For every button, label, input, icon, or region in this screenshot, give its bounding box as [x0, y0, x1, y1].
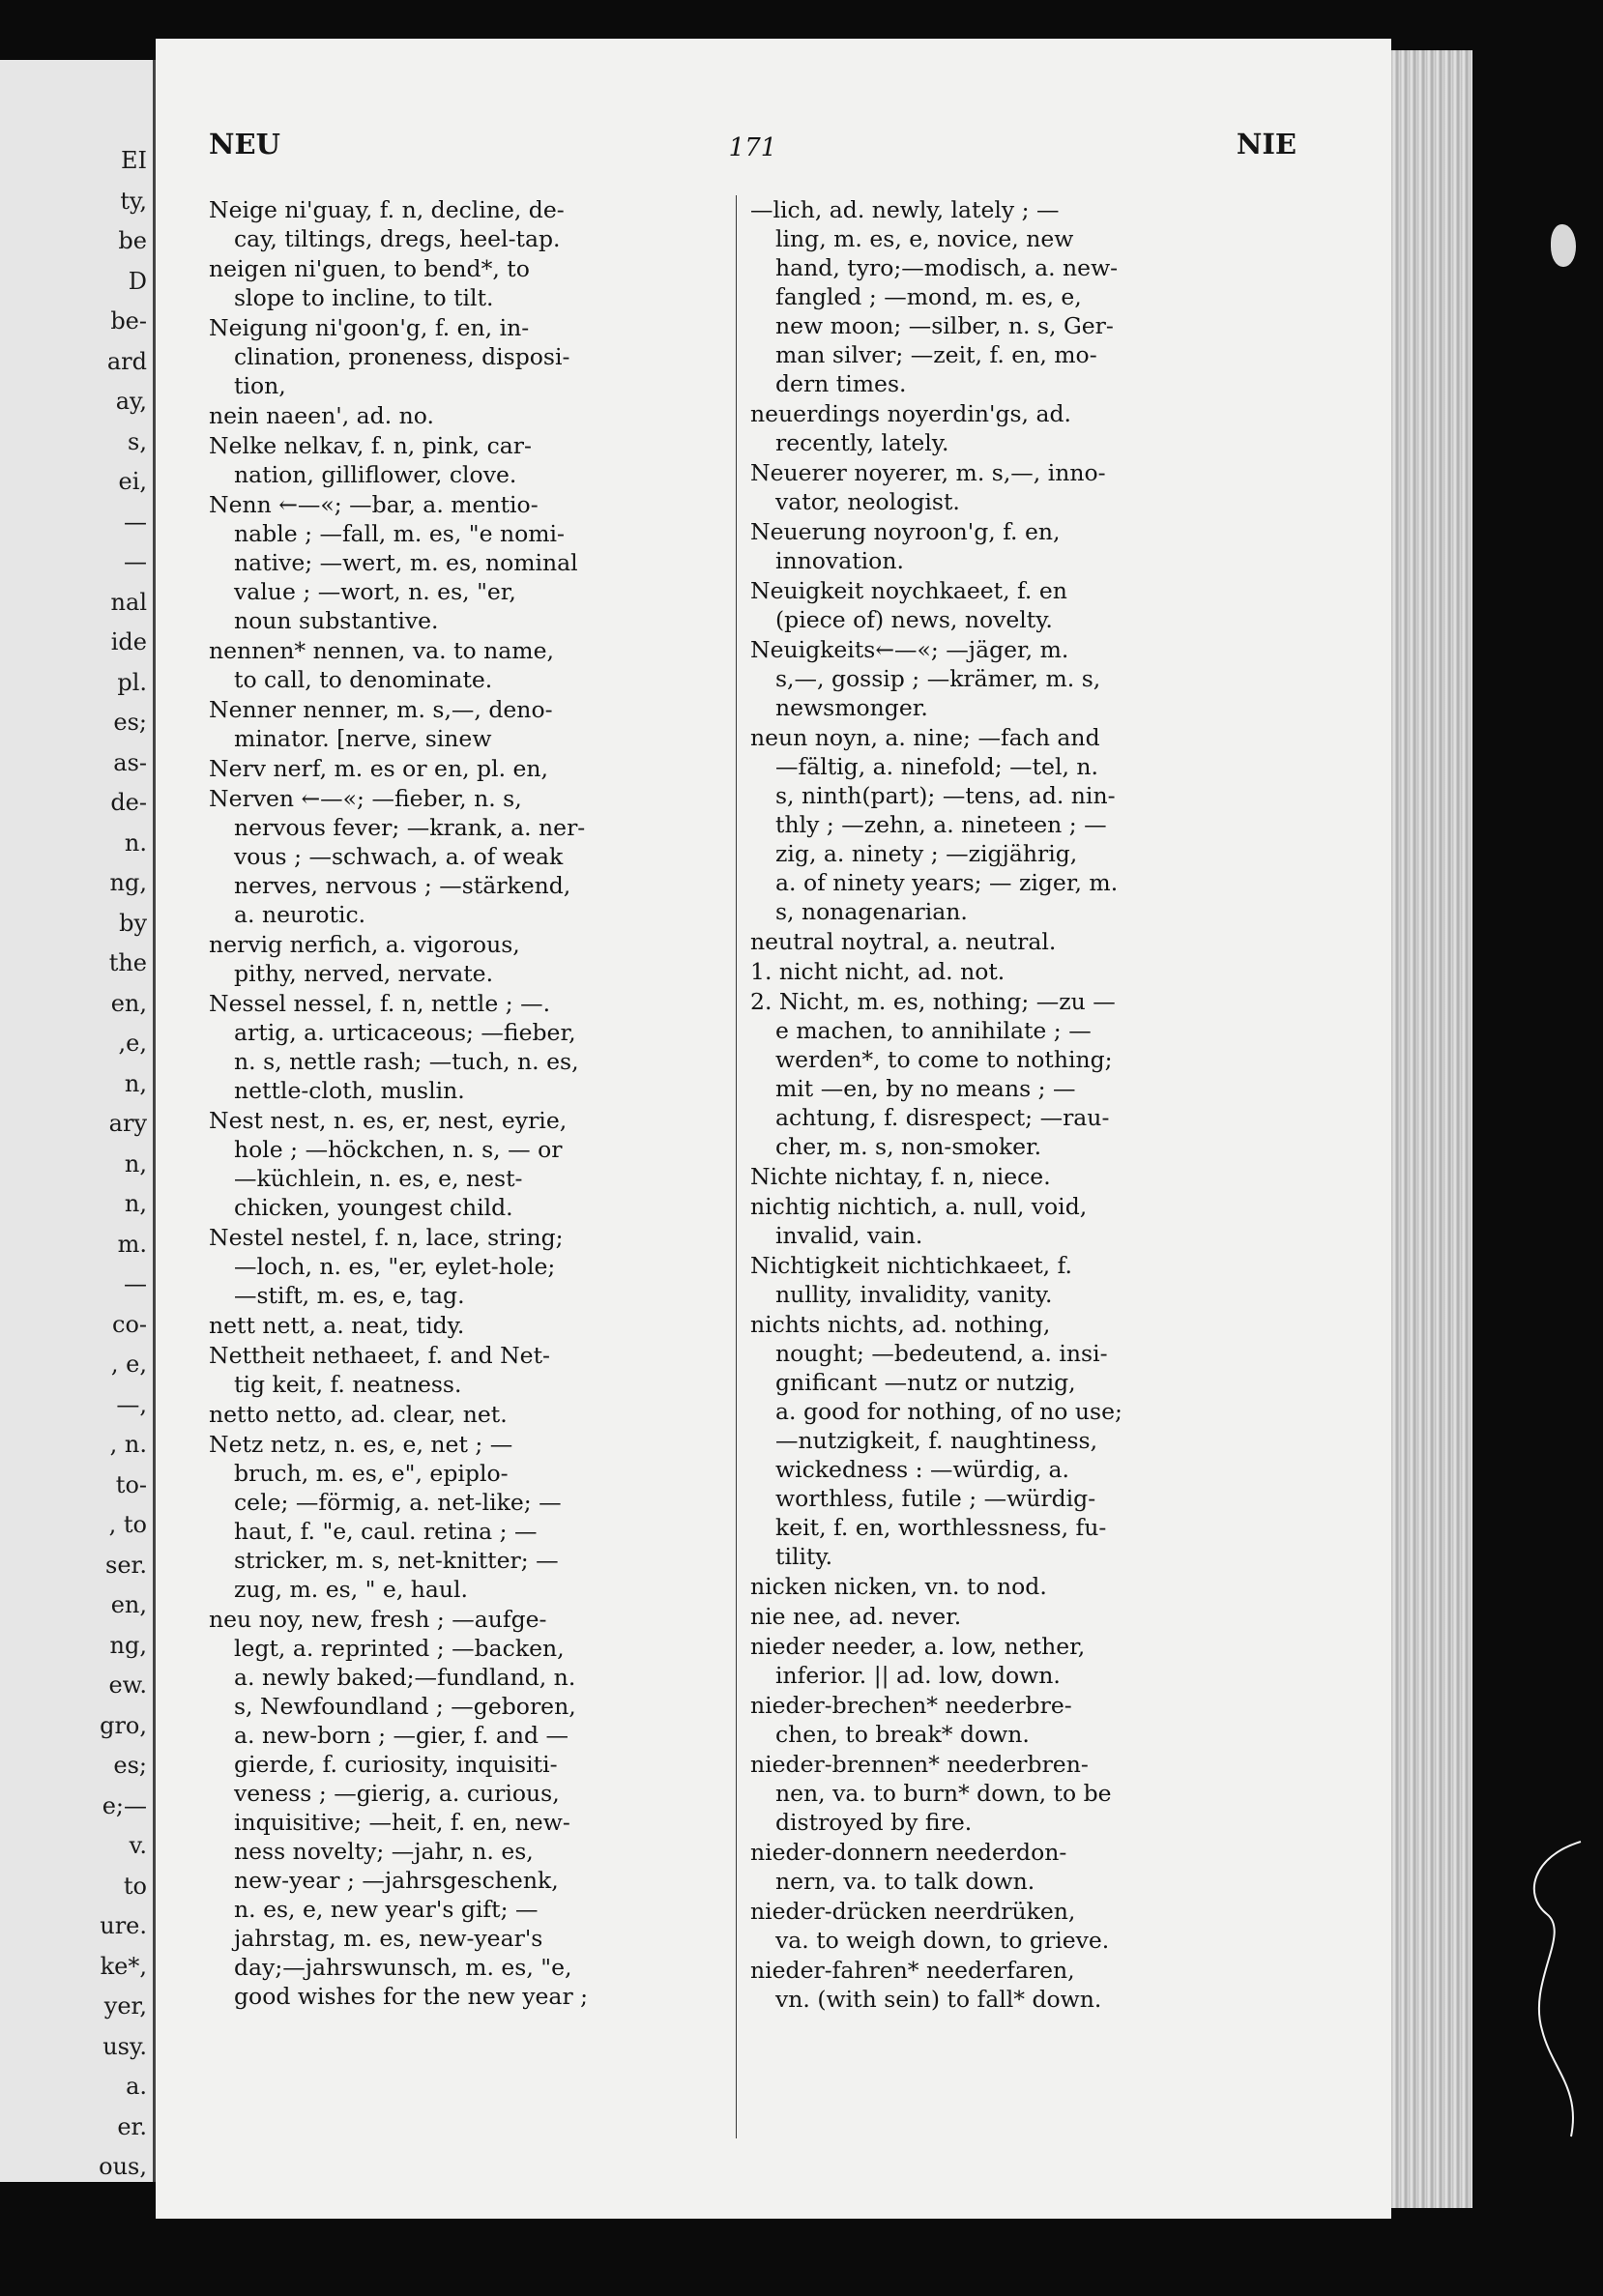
left-column: [209, 195, 731, 2012]
entry-continuation-line: native; —wert, m. es, nominal: [234, 549, 578, 576]
entry-continuation-line: nought; —bedeutend, a. insi-: [775, 1340, 1108, 1367]
entry-continuation-line: artig, a. urticaceous; —fieber,: [234, 1019, 576, 1046]
entry-continuation-line: invalid, vain.: [775, 1222, 923, 1249]
entry-continuation-line: tig keit, f. neatness.: [234, 1371, 462, 1398]
entry-first-line: Neuerung noyroon'g, f. en,: [750, 518, 1061, 545]
facing-page-fragment: —: [124, 1270, 147, 1297]
facing-page-fragment: a.: [126, 2073, 147, 2100]
entry-first-line: nieder-fahren* neederfaren,: [750, 1957, 1075, 1984]
entry-continuation-line: haut, f. "e, caul. retina ; —: [234, 1518, 538, 1545]
facing-page-fragment: n,: [124, 1149, 147, 1177]
dictionary-entry: [750, 195, 1272, 398]
entry-first-line: nieder-drücken neerdrüken,: [750, 1898, 1076, 1925]
entry-continuation-line: a. newly baked;—fundland, n.: [234, 1664, 576, 1691]
dictionary-entry: [750, 458, 1272, 516]
entry-first-line: Neige ni'guay, f. n, decline, de-: [209, 196, 565, 223]
entry-first-line: Neuigkeit noychkaeet, f. en: [750, 577, 1067, 604]
entry-first-line: Nerv nerf, m. es or en, pl. en,: [209, 755, 549, 782]
dictionary-entry: [209, 1605, 731, 2011]
entry-first-line: Nenner nenner, m. s,—, deno-: [209, 696, 553, 723]
dictionary-entry: [750, 1192, 1272, 1250]
entry-first-line: neuerdings noyerdin'gs, ad.: [750, 400, 1072, 427]
facing-page-fragment: ous,: [99, 2153, 147, 2180]
entry-continuation-line: tion,: [234, 372, 286, 399]
entry-continuation-line: hole ; —höckchen, n. s, — or: [234, 1136, 563, 1163]
entry-first-line: nieder needer, a. low, nether,: [750, 1633, 1086, 1660]
entry-continuation-line: distroyed by fire.: [775, 1809, 973, 1836]
entry-continuation-line: newsmonger.: [775, 694, 928, 721]
entry-continuation-line: s, nonagenarian.: [775, 898, 968, 925]
dictionary-entry: [209, 1400, 731, 1429]
entry-first-line: nett nett, a. neat, tidy.: [209, 1312, 465, 1339]
entry-first-line: Neigung ni'goon'g, f. en, in-: [209, 314, 530, 341]
dictionary-entry: [750, 399, 1272, 457]
entry-continuation-line: gierde, f. curiosity, inquisiti-: [234, 1751, 558, 1778]
stray-hair: [1513, 1837, 1600, 2146]
facing-page-fragment: usy.: [102, 2032, 147, 2060]
entry-continuation-line: cher, m. s, non-smoker.: [775, 1133, 1042, 1160]
entry-continuation-line: dern times.: [775, 370, 907, 397]
guide-word-right: NIE: [1236, 128, 1297, 160]
facing-page-edge: [0, 60, 156, 2182]
facing-page-fragment: es;: [113, 709, 147, 736]
right-column: [750, 195, 1272, 2015]
facing-page-fragment: e;—: [102, 1791, 147, 1819]
facing-page-fragment: de-: [110, 789, 147, 816]
dictionary-entry: [209, 695, 731, 753]
entry-first-line: 1. nicht nicht, ad. not.: [750, 958, 1006, 985]
dictionary-entry: [209, 636, 731, 694]
facing-page-fragment: en,: [110, 1591, 147, 1618]
facing-page-fragment: —,: [116, 1390, 147, 1418]
facing-page-fragment: s,: [128, 427, 147, 455]
entry-first-line: nennen* nennen, va. to name,: [209, 637, 554, 664]
dictionary-entry: [750, 1572, 1272, 1601]
entry-continuation-line: chicken, youngest child.: [234, 1194, 513, 1221]
facing-page-fragment: EI: [121, 147, 147, 174]
entry-continuation-line: clination, proneness, disposi-: [234, 343, 570, 370]
entry-continuation-line: pithy, nerved, nervate.: [234, 960, 494, 987]
facing-page-fragment: , n.: [109, 1431, 147, 1458]
page-number: 171: [728, 133, 777, 162]
dictionary-entry: [209, 1430, 731, 1604]
entry-continuation-line: tility.: [775, 1543, 833, 1570]
entry-continuation-line: noun substantive.: [234, 607, 439, 634]
facing-page-fragment: ay,: [115, 388, 147, 415]
entry-continuation-line: nettle-cloth, muslin.: [234, 1077, 465, 1104]
dictionary-entry: [750, 576, 1272, 634]
dictionary-entry: [750, 1251, 1272, 1309]
entry-continuation-line: ling, m. es, e, novice, new: [775, 225, 1074, 252]
entry-first-line: Neuigkeits←—«; —jäger, m.: [750, 636, 1069, 663]
entry-continuation-line: nerves, nervous ; —stärkend,: [234, 872, 571, 899]
dictionary-entry: [209, 490, 731, 635]
dictionary-entry: [209, 1223, 731, 1310]
facing-page-fragment: ,e,: [118, 1030, 147, 1057]
entry-continuation-line: achtung, f. disrespect; —rau-: [775, 1104, 1110, 1131]
entry-continuation-line: vator, neologist.: [775, 488, 960, 515]
entry-continuation-line: gnificant —nutz or nutzig,: [775, 1369, 1076, 1396]
guide-word-left: NEU: [209, 128, 280, 160]
entry-first-line: 2. Nicht, m. es, nothing; —zu —: [750, 988, 1116, 1015]
dictionary-entry: [209, 1106, 731, 1222]
dictionary-entry: [750, 723, 1272, 926]
entry-continuation-line: nervous fever; —krank, a. ner-: [234, 814, 586, 841]
entry-continuation-line: zug, m. es, " e, haul.: [234, 1576, 469, 1603]
facing-page-fragment: pl.: [117, 668, 147, 696]
dictionary-page: [156, 39, 1391, 2219]
entry-first-line: Netz netz, n. es, e, net ; —: [209, 1431, 513, 1458]
facing-page-fragment: be: [118, 227, 147, 254]
entry-first-line: Nichtigkeit nichtichkaeet, f.: [750, 1252, 1072, 1279]
entry-continuation-line: new-year ; —jahrsgeschenk,: [234, 1867, 559, 1894]
entry-continuation-line: —stift, m. es, e, tag.: [234, 1282, 465, 1309]
dictionary-entry: [209, 401, 731, 430]
facing-page-fragment: , to: [108, 1511, 147, 1538]
entry-continuation-line: s, Newfoundland ; —geboren,: [234, 1693, 576, 1720]
entry-continuation-line: n. s, nettle rash; —tuch, n. es,: [234, 1048, 579, 1075]
entry-continuation-line: minator. [nerve, sinew: [234, 725, 492, 752]
facing-page-fragment: —: [124, 508, 147, 536]
dictionary-entry: [750, 1310, 1272, 1571]
entry-continuation-line: —küchlein, n. es, e, nest-: [234, 1165, 523, 1192]
entry-first-line: neun noyn, a. nine; —fach and: [750, 724, 1100, 751]
dictionary-entry: [750, 1750, 1272, 1837]
entry-first-line: Nest nest, n. es, er, nest, eyrie,: [209, 1107, 568, 1134]
entry-continuation-line: chen, to break* down.: [775, 1721, 1030, 1748]
dictionary-entry: [209, 1311, 731, 1340]
dictionary-entry: [750, 1838, 1272, 1896]
entry-continuation-line: jahrstag, m. es, new-year's: [234, 1925, 543, 1952]
facing-page-fragment: D: [128, 267, 147, 295]
entry-first-line: neutral noytral, a. neutral.: [750, 928, 1057, 955]
facing-page-fragment: , e,: [110, 1351, 147, 1378]
entry-continuation-line: hand, tyro;—modisch, a. new-: [775, 254, 1119, 281]
facing-page-fragment: ty,: [120, 187, 147, 215]
entry-continuation-line: inquisitive; —heit, f. en, new-: [234, 1809, 570, 1836]
facing-page-fragment: be-: [110, 307, 147, 334]
facing-page-fragment: nal: [110, 588, 147, 616]
entry-first-line: nein naeen', ad. no.: [209, 402, 434, 429]
entry-continuation-line: —fältig, a. ninefold; —tel, n.: [775, 753, 1099, 780]
entry-continuation-line: —loch, n. es, "er, eylet-hole;: [234, 1253, 556, 1280]
entry-continuation-line: n. es, e, new year's gift; —: [234, 1896, 539, 1923]
entry-first-line: —lich, ad. newly, lately ; —: [750, 196, 1060, 223]
dictionary-entry: [750, 1691, 1272, 1749]
entry-continuation-line: a. of ninety years; — ziger, m.: [775, 869, 1119, 896]
entry-first-line: Nettheit nethaeet, f. and Net-: [209, 1342, 550, 1369]
facing-page-fragment: en,: [110, 989, 147, 1017]
entry-continuation-line: inferior. || ad. low, down.: [775, 1662, 1061, 1689]
dictionary-entry: [209, 313, 731, 400]
facing-page-fragment: by: [119, 909, 147, 937]
entry-first-line: Nenn ←—«; —bar, a. mentio-: [209, 491, 539, 518]
facing-page-fragment: ng,: [109, 869, 147, 896]
entry-continuation-line: a. neurotic.: [234, 901, 366, 928]
entry-continuation-line: innovation.: [775, 547, 904, 574]
entry-continuation-line: veness ; —gierig, a. curious,: [234, 1780, 560, 1807]
entry-continuation-line: nation, gilliflower, clove.: [234, 461, 517, 488]
entry-continuation-line: zig, a. ninety ; —zigjährig,: [775, 840, 1078, 867]
entry-continuation-line: a. new-born ; —gier, f. and —: [234, 1722, 568, 1749]
entry-first-line: nieder-brennen* neederbren-: [750, 1751, 1089, 1778]
entry-continuation-line: new moon; —silber, n. s, Ger-: [775, 312, 1114, 339]
dictionary-entry: [750, 1162, 1272, 1191]
facing-page-fragment: ide: [110, 628, 147, 655]
entry-continuation-line: s,—, gossip ; —krämer, m. s,: [775, 665, 1101, 692]
entry-first-line: Nichte nichtay, f. n, niece.: [750, 1163, 1051, 1190]
dictionary-entry: [750, 517, 1272, 575]
entry-first-line: netto netto, ad. clear, net.: [209, 1401, 508, 1428]
entry-first-line: neu noy, new, fresh ; —aufge-: [209, 1606, 547, 1633]
page-edges-stack: [1391, 50, 1472, 2208]
facing-page-fragment: ke*,: [100, 1952, 147, 1980]
entry-continuation-line: legt, a. reprinted ; —backen,: [234, 1635, 565, 1662]
paper-stain: [1551, 224, 1576, 267]
entry-continuation-line: day;—jahrswunsch, m. es, "e,: [234, 1954, 572, 1981]
entry-continuation-line: nable ; —fall, m. es, "e nomi-: [234, 520, 565, 547]
entry-continuation-line: (piece of) news, novelty.: [775, 606, 1053, 633]
entry-first-line: nie nee, ad. never.: [750, 1603, 962, 1630]
facing-page-fragment: —: [124, 548, 147, 575]
facing-page-fragment: the: [108, 949, 147, 976]
entry-first-line: Nestel nestel, f. n, lace, string;: [209, 1224, 564, 1251]
facing-page-fragment: ure.: [100, 1912, 147, 1939]
entry-continuation-line: s, ninth(part); —tens, ad. nin-: [775, 782, 1116, 809]
entry-continuation-line: cele; —förmig, a. net-like; —: [234, 1489, 562, 1516]
entry-first-line: Nessel nessel, f. n, nettle ; —.: [209, 990, 551, 1017]
entry-first-line: nieder-brechen* neederbre-: [750, 1692, 1072, 1719]
facing-page-fragment: m.: [117, 1230, 147, 1258]
facing-page-fragment: ser.: [105, 1551, 147, 1579]
dictionary-entry: [209, 195, 731, 253]
entry-continuation-line: worthless, futile ; —würdig-: [775, 1485, 1096, 1512]
entry-continuation-line: thly ; —zehn, a. nineteen ; —: [775, 811, 1107, 838]
facing-page-fragment: es;: [113, 1752, 147, 1779]
entry-continuation-line: good wishes for the new year ;: [234, 1983, 589, 2010]
entry-continuation-line: to call, to denominate.: [234, 666, 493, 693]
entry-continuation-line: ness novelty; —jahr, n. es,: [234, 1838, 534, 1865]
entry-first-line: nieder-donnern neederdon-: [750, 1839, 1067, 1866]
facing-page-fragment: yer,: [103, 1992, 147, 2020]
dictionary-entry: [750, 1956, 1272, 2014]
facing-page-fragment: to-: [115, 1470, 147, 1498]
entry-continuation-line: va. to weigh down, to grieve.: [775, 1927, 1110, 1954]
entry-first-line: nichtig nichtich, a. null, void,: [750, 1193, 1088, 1220]
entry-continuation-line: slope to incline, to tilt.: [234, 284, 494, 311]
dictionary-entry: [209, 754, 731, 783]
dictionary-entry: [750, 1602, 1272, 1631]
entry-first-line: nicken nicken, vn. to nod.: [750, 1573, 1047, 1600]
entry-continuation-line: vn. (with sein) to fall* down.: [775, 1986, 1102, 2013]
dictionary-entry: [750, 635, 1272, 722]
entry-continuation-line: mit —en, by no means ; —: [775, 1075, 1076, 1102]
entry-continuation-line: e machen, to annihilate ; —: [775, 1017, 1092, 1044]
entry-continuation-line: cay, tiltings, dregs, heel-tap.: [234, 225, 561, 252]
entry-first-line: Nerven ←—«; —fieber, n. s,: [209, 785, 522, 812]
facing-page-fragment: ng,: [109, 1631, 147, 1659]
dictionary-entry: [209, 254, 731, 312]
entry-continuation-line: a. good for nothing, of no use;: [775, 1398, 1122, 1425]
entry-first-line: nervig nerfich, a. vigorous,: [209, 931, 520, 958]
entry-continuation-line: stricker, m. s, net-knitter; —: [234, 1547, 559, 1574]
facing-page-fragment: er.: [117, 2112, 147, 2140]
facing-page-fragment: n,: [124, 1190, 147, 1217]
entry-continuation-line: recently, lately.: [775, 429, 949, 456]
dictionary-entry: [209, 930, 731, 988]
entry-continuation-line: werden*, to come to nothing;: [775, 1046, 1113, 1073]
facing-page-fragment: ary: [108, 1110, 147, 1137]
entry-first-line: neigen ni'guen, to bend*, to: [209, 255, 530, 282]
entry-continuation-line: keit, f. en, worthlessness, fu-: [775, 1514, 1107, 1541]
entry-continuation-line: fangled ; —mond, m. es, e,: [775, 283, 1082, 310]
running-head: [209, 128, 1297, 186]
entry-continuation-line: bruch, m. es, e", epiplo-: [234, 1460, 509, 1487]
entry-continuation-line: man silver; —zeit, f. en, mo-: [775, 341, 1097, 368]
entry-first-line: Nelke nelkav, f. n, pink, car-: [209, 432, 532, 459]
entry-continuation-line: nen, va. to burn* down, to be: [775, 1780, 1112, 1807]
dictionary-entry: [750, 1632, 1272, 1690]
column-divider: [736, 195, 737, 2138]
facing-page-fragment: co-: [112, 1310, 147, 1338]
dictionary-entry: [750, 1897, 1272, 1955]
facing-page-fragment: n,: [124, 1069, 147, 1097]
facing-page-fragment: ei,: [118, 468, 147, 495]
facing-page-fragment: ard: [106, 347, 147, 375]
facing-page-fragment: ew.: [108, 1671, 147, 1699]
facing-page-fragment: v.: [129, 1832, 147, 1859]
dictionary-entry: [750, 987, 1272, 1161]
facing-page-fragment: to: [123, 1872, 147, 1900]
entry-continuation-line: nern, va. to talk down.: [775, 1868, 1035, 1895]
entry-continuation-line: —nutzigkeit, f. naughtiness,: [775, 1427, 1098, 1454]
entry-continuation-line: value ; —wort, n. es, "er,: [234, 578, 516, 605]
facing-page-fragment: n.: [124, 828, 147, 857]
facing-page-fragment: gro,: [100, 1711, 147, 1739]
dictionary-entry: [209, 431, 731, 489]
dictionary-entry: [750, 927, 1272, 956]
entry-continuation-line: vous ; —schwach, a. of weak: [234, 843, 564, 870]
facing-page-fragment: as-: [113, 748, 147, 776]
entry-continuation-line: nullity, invalidity, vanity.: [775, 1281, 1053, 1308]
dictionary-entry: [209, 989, 731, 1105]
entry-first-line: nichts nichts, ad. nothing,: [750, 1311, 1051, 1338]
dictionary-entry: [750, 957, 1272, 986]
entry-continuation-line: wickedness : —würdig, a.: [775, 1456, 1070, 1483]
dictionary-entry: [209, 1341, 731, 1399]
dictionary-entry: [209, 784, 731, 929]
entry-first-line: Neuerer noyerer, m. s,—, inno-: [750, 459, 1106, 486]
